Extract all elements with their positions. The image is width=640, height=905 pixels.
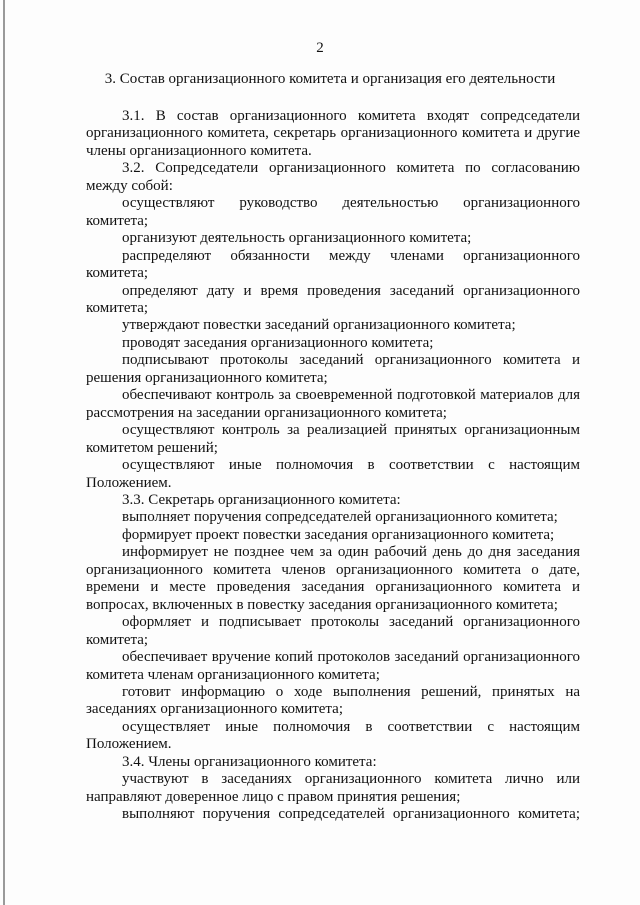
list-item: обеспечивают контроль за своевременной подготовкой материалов для рассмотрения на заседании организационного комитета; bbox=[86, 387, 580, 421]
body-text bbox=[86, 108, 580, 824]
list-item: утверждают повестки заседаний организационного комитета; bbox=[122, 317, 516, 334]
list-item: осуществляют иные полномочия в соответствии с настоящим Положением. bbox=[86, 457, 580, 491]
list-item: распределяют обязанности между членами организационного комитета; bbox=[86, 247, 580, 282]
list-item: информирует не позднее чем за один рабочий день до дня заседания организационного комитета членов организационного комитета о дате, времени и месте проведения заседания организационного комитета и вопросах, включенных в повестку заседания организационного комитета; bbox=[86, 544, 580, 613]
paragraph: 3.4. Члены организационного комитета: bbox=[122, 753, 377, 770]
list-item: обеспечивает вручение копий протоколов заседаний организационного комитета членам организационного комитета; bbox=[86, 649, 580, 683]
list-item: формирует проект повестки заседания организационного комитета; bbox=[122, 526, 555, 543]
list-item: осуществляют контроль за реализацией принятых организационным комитетом решений; bbox=[86, 422, 580, 456]
paragraph: 3.2. Сопредседатели организационного комитета по согласованию между собой: bbox=[86, 160, 580, 194]
list-item: готовит информацию о ходе выполнения решений, принятых на заседаниях организационного комитета; bbox=[86, 683, 580, 718]
list-item: осуществляет иные полномочия в соответствии с настоящим Положением. bbox=[86, 718, 580, 753]
list-item: оформляет и подписывает протоколы заседаний организационного комитета; bbox=[86, 614, 580, 648]
section-heading: 3. Состав организационного комитета и организация его деятельности bbox=[104, 71, 556, 87]
list-item: выполняют поручения сопредседателей организационного комитета; bbox=[122, 806, 580, 823]
page-number: 2 bbox=[316, 40, 324, 56]
paragraph: 3.1. В состав организационного комитета входят сопредседатели организационного комитета, секретарь организационного комитета и другие члены организационного комитета. bbox=[86, 108, 580, 159]
list-item: выполняет поручения сопредседателей организационного комитета; bbox=[122, 509, 558, 526]
paragraph: 3.3. Секретарь организационного комитета: bbox=[122, 491, 401, 508]
list-item: определяют дату и время проведения заседаний организационного комитета; bbox=[86, 282, 580, 316]
list-item: подписывают протоколы заседаний организационного комитета и решения организационного комитета; bbox=[86, 352, 580, 386]
list-item: участвуют в заседаниях организационного комитета лично или направляют доверенное лицо с правом принятия решения; bbox=[86, 771, 580, 805]
list-item: осуществляют руководство деятельностью организационного комитета; bbox=[86, 195, 580, 229]
list-item: организуют деятельность организационного комитета; bbox=[122, 230, 472, 247]
list-item: проводят заседания организационного комитета; bbox=[122, 334, 434, 351]
scan-edge bbox=[3, 0, 5, 905]
